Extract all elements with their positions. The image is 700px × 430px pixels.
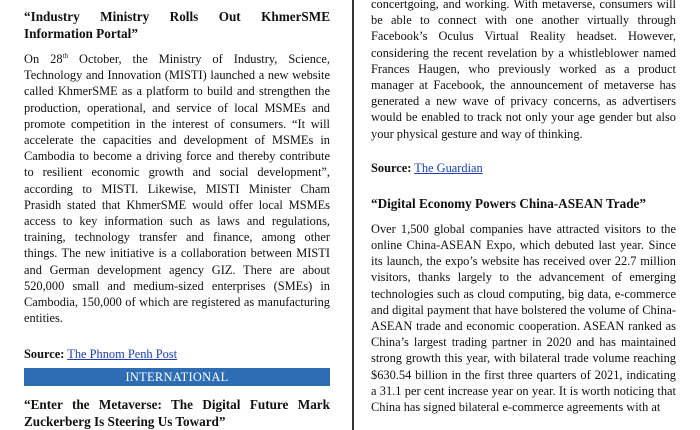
- source-link-phnom-penh-post[interactable]: The Phnom Penh Post: [67, 347, 178, 362]
- left-column: [24, 0, 330, 362]
- source-label: Source:: [371, 160, 412, 175]
- source-line-guardian: [371, 160, 676, 176]
- article-body-khmersme: [24, 51, 330, 326]
- article-body-china-asean: Over 1,500 global companies have attracted visitors to the online China-ASEAN Expo, which debuted last year. Since its launch, the expo’s website has received over 22.7 million visitors, thanks largely to the advancement of emerging technologies such as cloud computing, big data, e-commerce and digital payment that have bolstered the volume of China-ASEAN trade and economic cooperation. ASEAN ranked as China’s largest trading partner in 2020 and has maintained strong growth this year, with bilateral trade volume reaching $630.54 billion in the first three quarters of 2021, indicating a 31.1 per cent increase year on year. It is worth noticing that China has signed bilateral e-commerce agreements with at: [371, 221, 676, 415]
- ordinal-suffix: th: [62, 51, 69, 60]
- article-headline-metaverse: “Enter the Metaverse: The Digital Future Mark Zuckerberg Is Steering Us Toward”: [24, 397, 330, 429]
- right-column: [371, 0, 676, 415]
- left-column-lower: [24, 396, 330, 430]
- body-text-rest: October, the Ministry of Industry, Science, Technology and Innovation (MISTI) launched a new website called KhmerSME as a platform to build and strengthen the production, operational, and service of local MSMEs and promote competition in the interest of consumers. “It will accelerate the capacities and development of MSMEs in Cambodia to become a driving force and thereby contribute to resilient economic growth and social development”, according to MISTI. Likewise, MISTI Minister Cham Prasidh stated that KhmerSME would offer local MSMEs access to key information such as laws and regulations, training, technology transfer and finance, among other things. The new initiative is a collaboration between MISTI and German development agency GIZ. There are about 520,000 small and medium-sized enterprises (SMEs) in Cambodia, 150,000 of which are registered as manufacturing entities.: [24, 52, 330, 326]
- source-label: Source:: [24, 347, 65, 362]
- body-text-start: On 28: [24, 52, 63, 66]
- article-headline-china-asean: “Digital Economy Powers China-ASEAN Trade”: [371, 195, 646, 211]
- source-line-khmersme: [24, 346, 330, 362]
- section-banner-international: INTERNATIONAL: [24, 368, 330, 386]
- article-body-metaverse-continued: concertgoing, and working. With metaverse, consumers will be able to connect with one another virtually through Facebook’s Oculus Virtual Reality headset. However, considering the recent revelation by a whistleblower named Frances Haugen, who previously worked as a product manager at Facebook, the announcement of metaverse has generated a new wave of privacy concerns, as advertisers would be enabled to track not only your age gender but also your physical gesture and way of thinking.: [371, 0, 676, 141]
- column-divider: [352, 0, 354, 430]
- article-headline-khmersme: “Industry Ministry Rolls Out KhmerSME Information Portal”: [24, 9, 330, 41]
- source-link-the-guardian[interactable]: The Guardian: [414, 160, 483, 175]
